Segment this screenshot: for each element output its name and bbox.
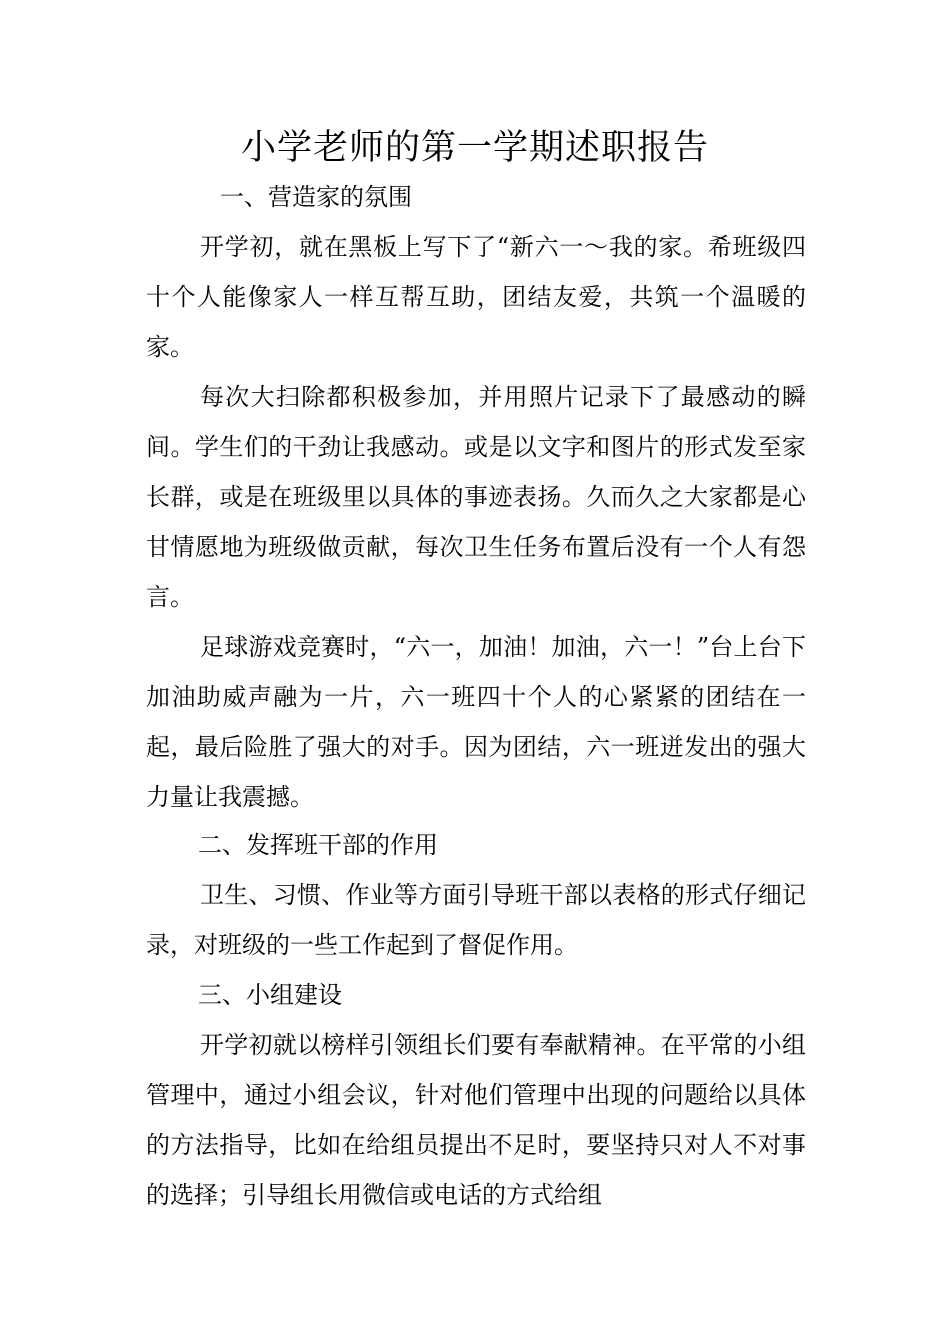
- section-heading-1: 一、营造家的氛围: [220, 183, 412, 211]
- document-title: 小学老师的第一学期述职报告: [240, 128, 709, 168]
- paragraph-2: 每次大扫除都积极参加，并用照片记录下了最感动的瞬间。学生们的干劲让我感动。或是以文字和图片的形式发至家长群，或是在班级里以具体的事迹表扬。久而久之大家都是心甘情愿地为班级做贡献，每次卫生任务布置后没有一个人有怨言。: [146, 383, 806, 611]
- section-heading-3: 三、小组建设: [198, 981, 342, 1009]
- paragraph-4: 卫生、习惯、作业等方面引导班干部以表格的形式仔细记录，对班级的一些工作起到了督促作用。: [146, 881, 806, 959]
- paragraph-1: 开学初，就在黑板上写下了“新六一～我的家。希班级四十个人能像家人一样互帮互助，团结友爱，共筑一个温暖的家。: [146, 233, 806, 361]
- paragraph-3: 足球游戏竞赛时，“六一，加油！加油，六一！”台上台下加油助威声融为一片，六一班四十个人的心紧紧的团结在一起，最后险胜了强大的对手。因为团结，六一班迸发出的强大力量让我震撼。: [146, 633, 806, 811]
- paragraph-5: 开学初就以榜样引领组长们要有奉献精神。在平常的小组管理中，通过小组会议，针对他们管理中出现的问题给以具体的方法指导，比如在给组员提出不足时，要坚持只对人不对事的选择；引导组长用微信或电话的方式给组: [146, 1031, 806, 1209]
- section-heading-2: 二、发挥班干部的作用: [198, 831, 438, 859]
